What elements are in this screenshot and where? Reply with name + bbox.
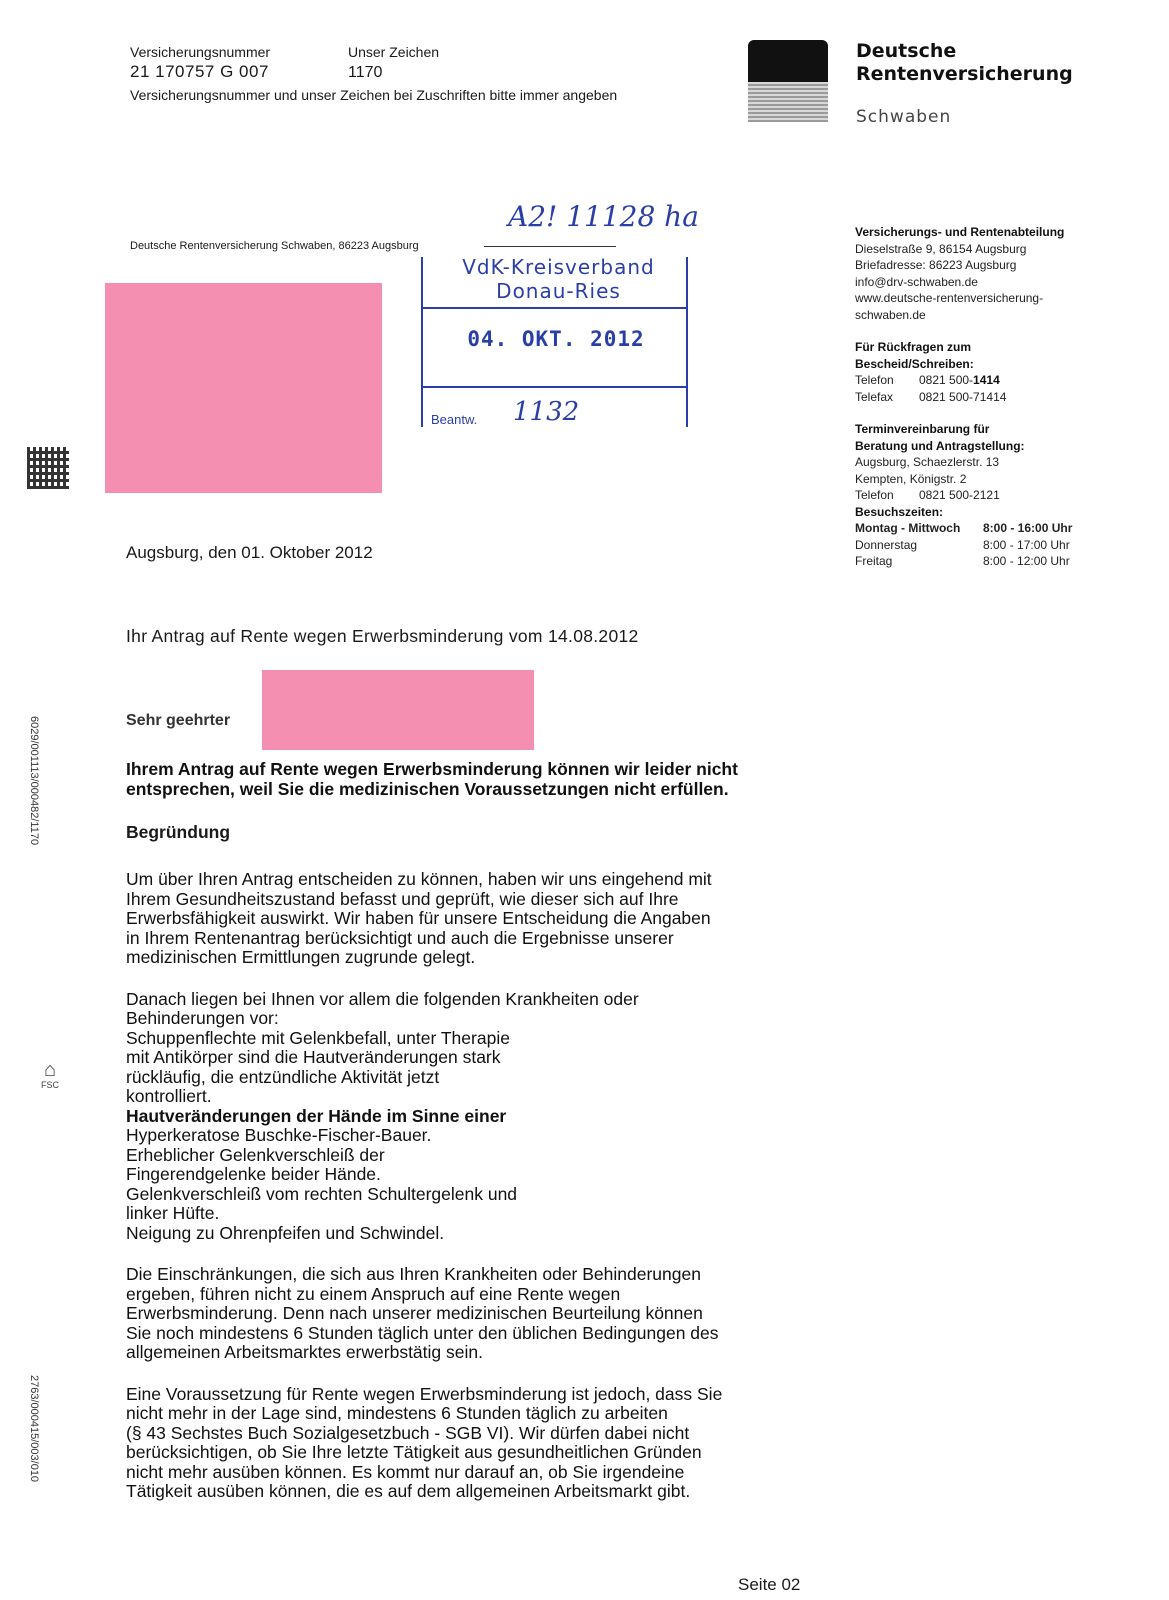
stamp-beantw-label: Beantw.	[431, 412, 478, 427]
ref-label-insurance-number: Versicherungsnummer	[130, 44, 271, 60]
page-number: Seite 02	[738, 1575, 801, 1594]
web-line-1: www.deutsche-rentenversicherung-	[855, 291, 1044, 305]
p2-line: Neigung zu Ohrenpfeifen und Schwindel.	[126, 1222, 445, 1243]
p4-line: nicht mehr in der Lage sind, mindestens 6 Stunden täglich zu arbeiten	[126, 1403, 668, 1423]
p2-line: Gelenkverschleiß vom rechten Schultergelenk und	[126, 1183, 518, 1204]
brand-line-1: Deutsche	[856, 40, 957, 62]
p4-line: Tätigkeit ausüben können, die es auf dem allgemeinen Arbeitsmarkt gibt.	[126, 1481, 691, 1501]
name-redaction	[262, 670, 534, 750]
ref-value-our-sign: 1170	[348, 64, 383, 81]
paragraph-3	[126, 1265, 846, 1363]
appt-title-2: Beratung und Antragstellung:	[855, 438, 1025, 453]
handwritten-ref: A2! 11128 ha	[508, 200, 699, 233]
appt-tel-label: Telefon	[855, 488, 894, 502]
stamp-org-line-1: VdK-Kreisverband	[462, 255, 655, 279]
telefon-value-plain: 0821 500-	[919, 373, 974, 387]
p2-line: rückläufig, die entzündliche Aktivität jetzt	[126, 1066, 440, 1087]
appt-addr-2: Kempten, Königstr. 2	[855, 471, 967, 486]
p2-line: Schuppenflechte mit Gelenkbefall, unter Therapie	[126, 1027, 510, 1048]
side-code-bottom: 2763/000415/003/010	[28, 1375, 40, 1483]
side-code-top: 6029/001113/000482/1170	[28, 716, 40, 846]
p2-line: kontrolliert.	[126, 1086, 212, 1106]
sidebar-contact	[855, 224, 1155, 570]
p1-line: Ihrem Gesundheitszustand befasst und geprüft, wie dieser sich auf Ihre	[126, 888, 679, 909]
decision-line-1: Ihrem Antrag auf Rente wegen Erwerbsminderung können wir leider nicht	[126, 759, 738, 779]
p3-line: Die Einschränkungen, die sich aus Ihren Krankheiten oder Behinderungen	[126, 1264, 701, 1284]
hours-time-2: 8:00 - 12:00 Uhr	[983, 554, 1070, 568]
received-stamp	[421, 249, 691, 429]
p3-line: allgemeinen Arbeitsmarktes erwerbstätig sein.	[126, 1342, 483, 1362]
hours-time-1: 8:00 - 17:00 Uhr	[983, 537, 1070, 552]
p2-line: Danach liegen bei Ihnen vor allem die folgenden Krankheiten oder	[126, 988, 639, 1009]
telefax-label: Telefax	[855, 389, 894, 404]
paragraph-4	[126, 1385, 846, 1502]
tree-icon: ⌂	[43, 1059, 57, 1081]
appt-tel-value: 0821 500-2121	[919, 488, 1000, 502]
sender-line: Deutsche Rentenversicherung Schwaben, 86223 Augsburg	[130, 240, 419, 252]
email: info@drv-schwaben.de	[855, 274, 978, 289]
p2-line: Erheblicher Gelenkverschleiß der	[126, 1144, 385, 1165]
telefon-value-bold: 1414	[973, 373, 1000, 387]
p2-line: Hyperkeratose Buschke-Fischer-Bauer.	[126, 1125, 432, 1145]
p3-line: Erwerbsminderung. Denn nach unserer medizinischen Beurteilung können	[126, 1303, 703, 1323]
appt-title-1: Terminvereinbarung für	[855, 422, 990, 436]
p1-line: medizinischen Ermittlungen zugrunde gelegt.	[126, 947, 476, 967]
stamp-org-line-2: Donau-Ries	[496, 279, 621, 303]
p1-line: Erwerbsfähigkeit auswirkt. Wir haben für unsere Entscheidung die Angaben	[126, 908, 711, 928]
p2-line: Hautveränderungen der Hände im Sinne einer	[126, 1105, 507, 1126]
ref-label-our-sign: Unser Zeichen	[348, 44, 440, 60]
p1-line: in Ihrem Rentenantrag berücksichtigt und auch die Ergebnisse unserer	[126, 927, 674, 948]
appt-addr-1: Augsburg, Schaezlerstr. 13	[855, 455, 1000, 469]
decision	[126, 760, 846, 799]
ref-note: Versicherungsnummer und unser Zeichen bei Zuschriften bitte immer angeben	[130, 87, 618, 103]
drv-logo-icon	[748, 40, 828, 122]
p4-line: Eine Voraussetzung für Rente wegen Erwerbsminderung ist jedoch, dass Sie	[126, 1383, 723, 1404]
fsc-label: FSC	[41, 1080, 59, 1090]
paragraph-1	[126, 870, 846, 968]
p3-line: Sie noch mindestens 6 Stunden täglich unter den üblichen Bedingungen des	[126, 1322, 719, 1343]
p2-line: Fingerendgelenke beider Hände.	[126, 1164, 381, 1184]
p2-line: Behinderungen vor:	[126, 1008, 279, 1028]
p4-line: nicht mehr ausüben können. Es kommt nur darauf an, ob Sie irgendeine	[126, 1461, 685, 1482]
paragraph-2	[126, 990, 846, 1244]
web-line-2: schwaben.de	[855, 307, 926, 322]
place-date: Augsburg, den 01. Oktober 2012	[126, 543, 373, 562]
letter-body	[126, 870, 846, 1524]
hours-day-2: Freitag	[855, 554, 893, 568]
brand-name	[856, 40, 1073, 86]
brand-line-2: Rentenversicherung	[856, 63, 1073, 85]
p2-line: mit Antikörper sind die Hautveränderungen stark	[126, 1047, 501, 1067]
hours-day-1: Donnerstag	[855, 537, 918, 552]
brand-region: Schwaben	[856, 107, 952, 127]
sender-underline	[484, 246, 616, 247]
stamp-beantw-value: 1132	[513, 397, 580, 427]
p3-line: ergeben, führen nicht zu einem Anspruch auf eine Rente wegen	[126, 1283, 621, 1304]
inquiries-title-2: Bescheid/Schreiben:	[855, 356, 974, 371]
p4-line: (§ 43 Sechstes Buch Sozialgesetzbuch - SGB VI). Wir dürfen dabei nicht	[126, 1422, 690, 1443]
ref-value-insurance-number: 21 170757 G 007	[130, 62, 269, 81]
decision-line-2: entsprechen, weil Sie die medizinischen Voraussetzungen nicht erfüllen.	[126, 778, 729, 799]
reason-heading: Begründung	[126, 822, 231, 842]
datamatrix-code-icon	[27, 447, 69, 489]
telefax-value: 0821 500-71414	[919, 389, 1007, 404]
salutation: Sehr geehrter	[126, 712, 231, 729]
address-line-2: Briefadresse: 86223 Augsburg	[855, 258, 1017, 272]
hours-title: Besuchszeiten:	[855, 504, 944, 519]
inquiries-title-1: Für Rückfragen zum	[855, 340, 972, 354]
hours-time-0: 8:00 - 16:00 Uhr	[983, 521, 1073, 535]
fsc-mark	[38, 1060, 62, 1090]
dept-title: Versicherungs- und Rentenabteilung	[855, 225, 1065, 239]
telefon-label: Telefon	[855, 373, 894, 387]
address-redaction	[105, 283, 382, 493]
p4-line: berücksichtigen, ob Sie Ihre letzte Tätigkeit aus gesundheitlichen Gründen	[126, 1442, 702, 1462]
p1-line: Um über Ihren Antrag entscheiden zu können, haben wir uns eingehend mit	[126, 869, 712, 889]
p2-line: linker Hüfte.	[126, 1203, 220, 1223]
letter-subject: Ihr Antrag auf Rente wegen Erwerbsminderung vom 14.08.2012	[126, 626, 639, 646]
hours-day-0: Montag - Mittwoch	[855, 521, 961, 535]
stamp-date: 04. OKT. 2012	[467, 327, 645, 351]
address-line-1: Dieselstraße 9, 86154 Augsburg	[855, 241, 1027, 256]
